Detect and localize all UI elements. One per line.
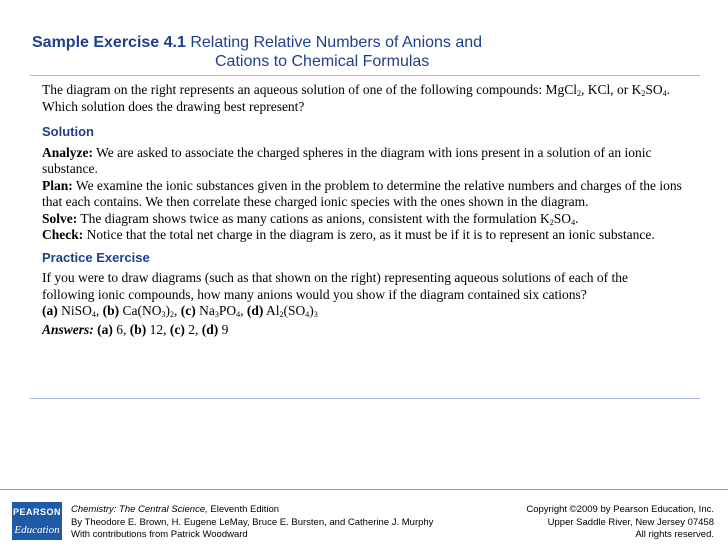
- solution-heading: Solution: [42, 124, 94, 139]
- check-paragraph: Check: Notice that the total net charge in the diagram is zero, as it must be if it is to represent an ionic substance.: [42, 227, 655, 242]
- footer-divider: [0, 489, 728, 490]
- practice-question: If you were to draw diagrams (such as that shown on the right) representing aqueous solutions of each of the following ionic compounds, how many anions would you show if the diagram contained six cations?: [42, 270, 628, 302]
- book-authors: By Theodore E. Brown, H. Eugene LeMay, Bruce E. Bursten, and Catherine J. Murphy: [71, 516, 434, 528]
- book-edition: Eleventh Edition: [210, 504, 280, 515]
- title-divider: [30, 75, 700, 76]
- publisher-address: Upper Saddle River, New Jersey 07458: [547, 516, 714, 528]
- practice-answers: Answers: (a) 6, (b) 12, (c) 2, (d) 9: [42, 321, 229, 337]
- solve-paragraph: Solve: The diagram shows twice as many cations as anions, consistent with the formulation $K_2SO_4$.: [42, 210, 579, 227]
- analyze-paragraph: Analyze: We are asked to associate the charged spheres in the diagram with ions present in a solution of an ionic substance.: [42, 144, 652, 176]
- title-exercise-number: Sample Exercise 4.1: [32, 34, 186, 51]
- book-title: Chemistry: The Central Science,: [71, 504, 208, 515]
- pearson-logo: PEARSON Education: [12, 502, 62, 540]
- title-line2: Cations to Chemical Formulas: [215, 53, 430, 70]
- slide-title: [32, 33, 632, 71]
- book-citation: [71, 504, 491, 542]
- content-divider: [30, 398, 700, 399]
- copyright-line: Copyright ©2009 by Pearson Education, Inc.: [526, 504, 714, 515]
- title-line1: Relating Relative Numbers of Anions and: [190, 34, 483, 51]
- problem-statement: The diagram on the right represents an aqueous solution of one of the following compounds: MgCl$_2$, KCl, or $K_2SO_4$. Which solution does the drawing best represent?: [42, 82, 671, 114]
- copyright-notice: [474, 504, 714, 542]
- practice-compounds: (a) NiSO$_4$, (b) $Ca(NO_3)_2$, (c) $Na_3PO_4$, (d) $Al_2(SO_4)_3$: [42, 303, 318, 319]
- plan-paragraph: Plan: We examine the ionic substances given in the problem to determine the relative numbers and charges of the ions that each contains. We then correlate these charged ionic species with the ones shown in the diagram.: [42, 177, 682, 209]
- rights-reserved: All rights reserved.: [635, 529, 714, 540]
- practice-heading: Practice Exercise: [42, 249, 150, 265]
- book-contributions: With contributions from Patrick Woodward: [71, 529, 248, 540]
- exercise-content: [42, 82, 682, 338]
